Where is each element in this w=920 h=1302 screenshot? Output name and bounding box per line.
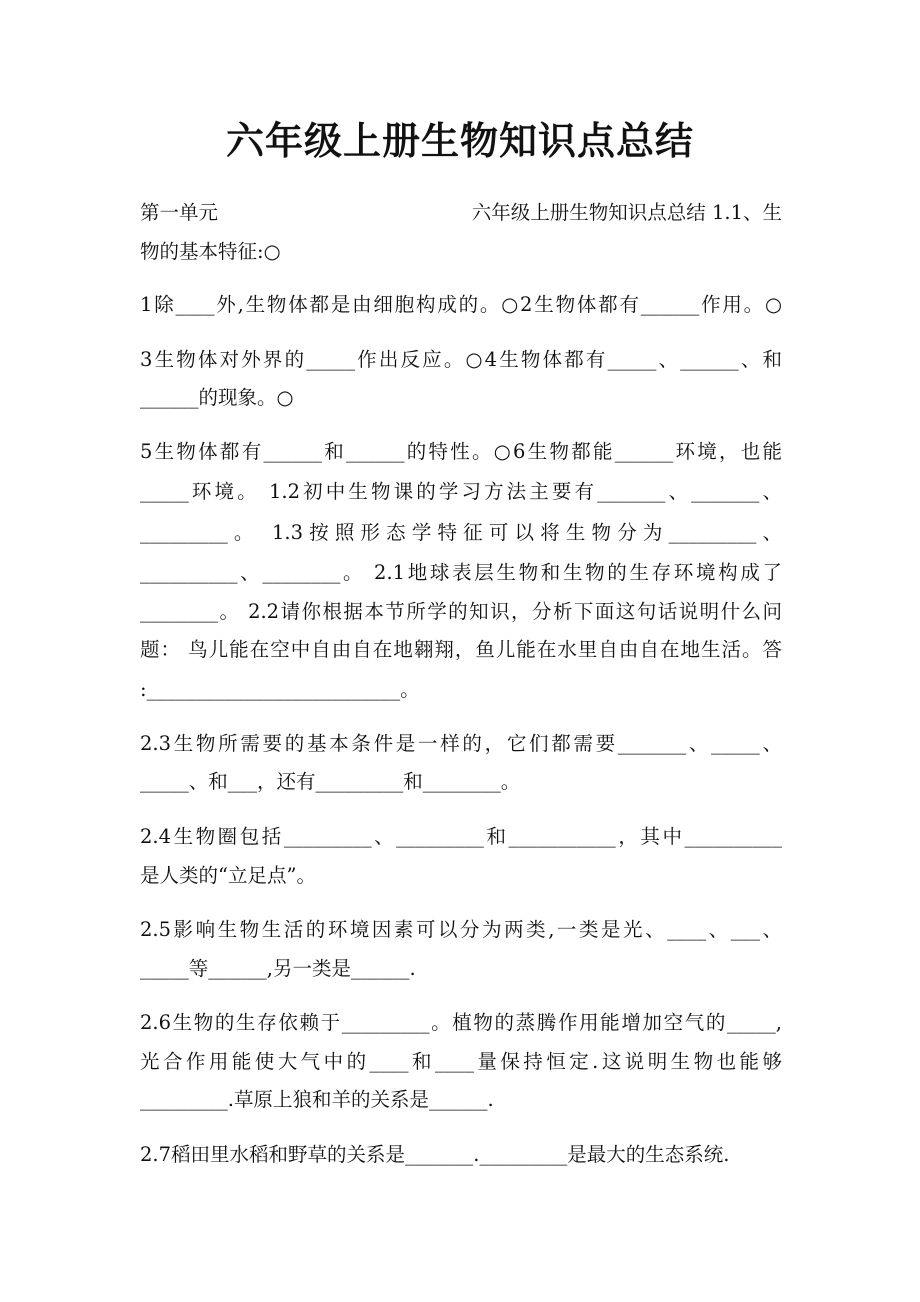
unit-label: 第一单元 [140,201,219,224]
text-line: :__________________________。 [140,678,420,701]
text-line: ______的现象。○ [140,386,294,409]
text-line: ________。 2.2请你根据本节所学的知识，分析下面这句话说明什么问 [140,600,782,623]
text-line: 1除____外,生物体都是由细胞构成的。○2生物体都有______作用。○ [140,293,782,316]
text-line: 题： 鸟儿能在空中自由自在地翱翔，鱼儿能在水里自由自在地生活。答 [140,638,782,661]
header-text: 六年级上册生物知识点总结 1.1、生 [471,201,782,224]
document-title: 六年级上册生物知识点总结 [225,118,694,163]
text-line: 2.5影响生物生活的环境因素可以分为两类,一类是光、____、___、 [140,918,782,941]
text-line: _____、和___，还有_________和________。 [140,770,521,793]
text-line: 2.3生物所需要的基本条件是一样的，它们都需要_______、_____、 [140,732,782,755]
text-line: 物的基本特征:○ [140,240,281,263]
text-line: _________.草原上狼和羊的关系是______. [140,1088,494,1111]
text-line: 5生物体都有______和______的特性。○6生物都能______环境，也能 [140,440,782,463]
text-line: 是人类的“立足点”。 [140,864,316,887]
text-line: _________。 1.3按照形态学特征可以将生物分为_________、 [140,521,782,544]
text-line: 3生物体对外界的_____作出反应。○4生物体都有_____、______、和 [140,348,782,371]
text-line: 光合作用能使大气中的____和____量保持恒定.这说明生物也能够 [140,1050,782,1073]
text-line: 2.6生物的生存依赖于_________。植物的蒸腾作用能增加空气的_____, [140,1011,782,1034]
text-line: __________、________。 2.1地球表层生物和生物的生存环境构成了 [140,561,782,584]
text-line: 2.4生物圈包括_________、_________和___________，其中__________ [140,825,782,848]
text-line: _____环境。 1.2初中生物课的学习方法主要有_______、_______、 [140,480,782,503]
text-line: _____等______,另一类是______. [140,957,416,980]
header-line [140,199,782,227]
text-line: 2.7稻田里水稻和野草的关系是_______._________是最大的生态系统. [140,1143,730,1166]
